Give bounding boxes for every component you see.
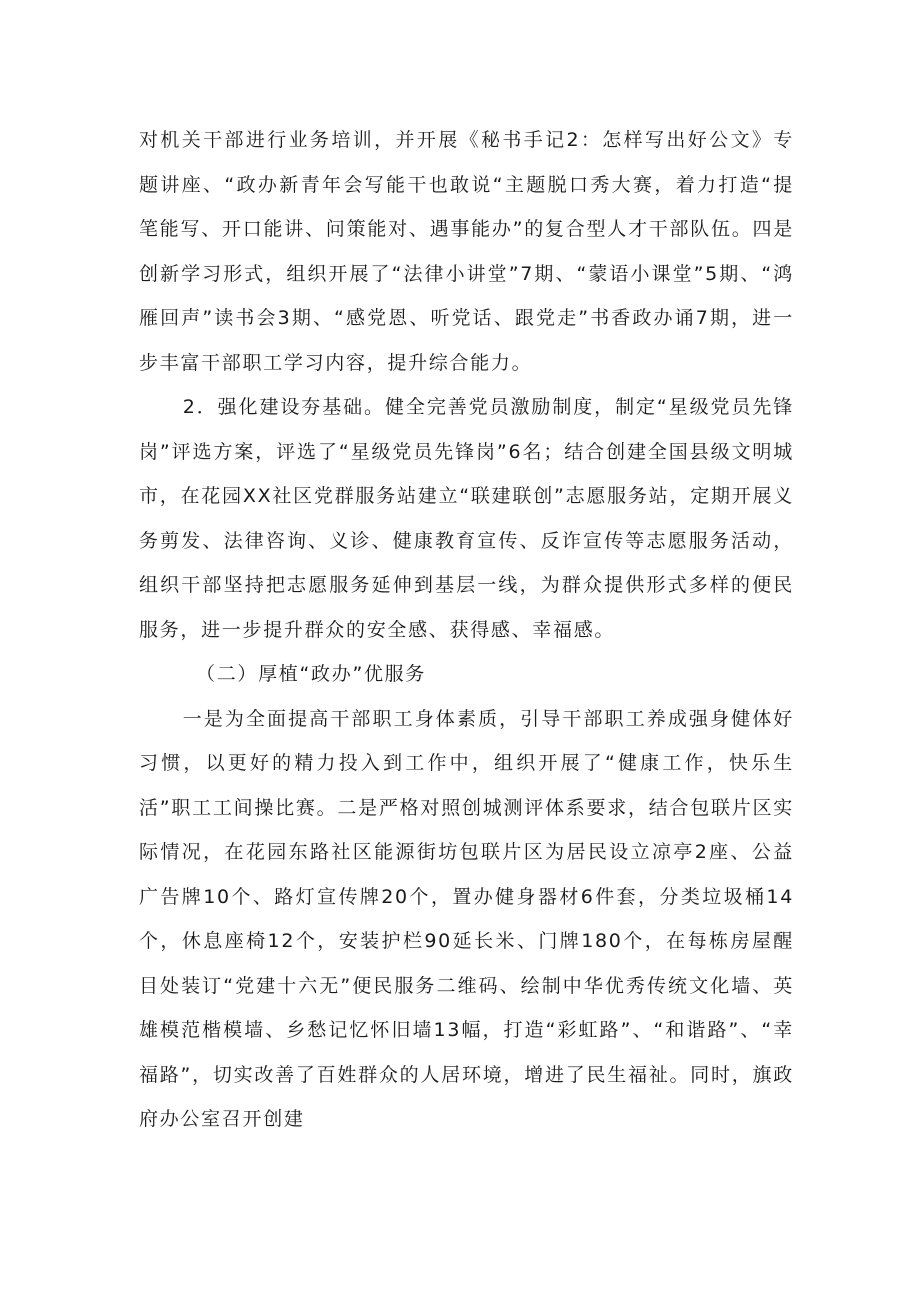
paragraph-strengthen-construction: 2．强化建设夯基础。健全完善党员激励制度，制定“星级党员先锋岗”评选方案，评选了“星级党员先锋岗”6名；结合创建全国县级文明城市，在花园XX社区党群服务站建立“联建联创”志愿服务站，定期开展义务剪发、法律咨询、义诊、健康教育宣传、反诈宣传等志愿服务活动，组织干部坚持把志愿服务延伸到基层一线，为群众提供形式多样的便民服务，进一步提升群众的安全感、获得感、幸福感。: [139, 396, 794, 641]
paragraph-service-details: 一是为全面提高干部职工身体素质，引导干部职工养成强身健体好习惯，以更好的精力投入到工作中，组织开展了“健康工作，快乐生活”职工工间操比赛。二是严格对照创城测评体系要求，结合包联片区实际情况，在花园东路社区能源街坊包联片区为居民设立凉亭2座、公益广告牌10个、路灯宣传牌20个，置办健身器材6件套，分类垃圾桶14个，休息座椅12个，安装护栏90延长米、门牌180个，在每栋房屋醒目处装订“党建十六无”便民服务二维码、绘制中华优秀传统文化墙、英雄模范楷模墙、乡愁记忆怀旧墙13幅，打造“彩虹路”、“和谐路”、“幸福路”，切实改善了百姓群众的人居环境，增进了民生福祉。同时，旗政府办公室召开创建: [139, 707, 794, 1130]
document-body: [139, 118, 794, 1142]
paragraph-training: 对机关干部进行业务培训，并开展《秘书手记2：怎样写出好公文》专题讲座、“政办新青年会写能干也敢说“主题脱口秀大赛，着力打造“提笔能写、开口能讲、问策能对、遇事能办”的复合型人才干部队伍。四是创新学习形式，组织开展了“法律小讲堂”7期、“蒙语小课堂”5期、“鸿雁回声”读书会3期、“感党恩、听党话、跟党走”书香政办诵7期，进一步丰富干部职工学习内容，提升综合能力。: [139, 129, 794, 374]
section-heading-service: （二）厚植“政办”优服务: [196, 663, 427, 685]
